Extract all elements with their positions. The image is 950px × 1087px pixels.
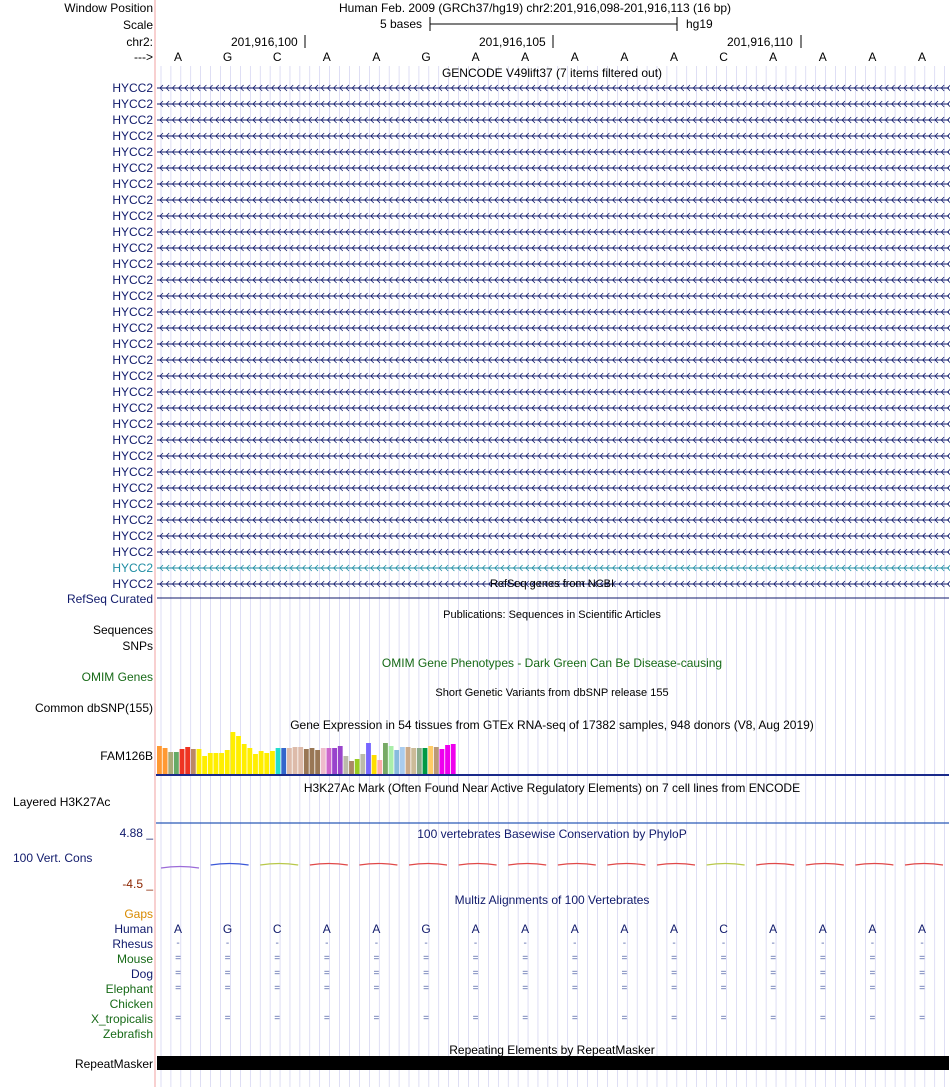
multiz-aligned-base: = (671, 968, 677, 979)
gencode-gene-label[interactable]: HYCC2 (112, 289, 153, 303)
multiz-aligned-base: = (919, 983, 925, 994)
multiz-aligned-base: A (173, 922, 182, 936)
window-position-label: Window Position (64, 1, 153, 15)
gencode-gene-label[interactable]: HYCC2 (112, 449, 153, 463)
reference-base: A (570, 50, 579, 64)
gtex-tissue-bar (355, 759, 360, 774)
multiz-aligned-base: - (573, 938, 577, 949)
multiz-title: Multiz Alignments of 100 Vertebrates (454, 893, 650, 907)
omim-label[interactable]: OMIM Genes (81, 670, 153, 684)
multiz-aligned-base: - (275, 938, 279, 949)
phylop-score-mark (508, 864, 546, 866)
multiz-aligned-base: = (869, 968, 876, 979)
gencode-gene-label[interactable]: HYCC2 (112, 481, 153, 495)
repeatmasker-block (157, 1056, 949, 1070)
reference-base: A (620, 50, 629, 64)
reference-base: A (868, 50, 877, 64)
gtex-tissue-bar (293, 747, 298, 774)
gencode-gene-label[interactable]: HYCC2 (112, 241, 153, 255)
gtex-tissue-bar (264, 753, 269, 774)
multiz-aligned-base: - (225, 938, 230, 949)
multiz-species-label[interactable]: Human (114, 922, 153, 936)
multiz-aligned-base: = (423, 983, 429, 994)
multiz-aligned-base: = (720, 1013, 727, 1024)
multiz-species-label[interactable]: Mouse (116, 952, 153, 966)
publications-label-snps[interactable]: SNPs (122, 639, 153, 653)
multiz-aligned-base: = (472, 1013, 479, 1024)
multiz-aligned-base: = (770, 983, 777, 994)
multiz-aligned-base: = (224, 1013, 231, 1024)
gtex-tissue-bar (174, 752, 179, 774)
multiz-aligned-base: G (421, 922, 431, 936)
multiz-aligned-base: = (571, 1013, 578, 1024)
multiz-aligned-base: = (621, 1013, 628, 1024)
gtex-tissue-bar (377, 760, 382, 774)
repeatmasker-label[interactable]: RepeatMasker (74, 1057, 153, 1071)
multiz-aligned-base: A (521, 922, 530, 936)
gtex-tissue-bar (202, 756, 207, 774)
gtex-tissue-bar (219, 753, 224, 774)
multiz-aligned-base: = (472, 968, 479, 979)
phylop-score-mark (806, 864, 844, 866)
multiz-aligned-base: = (423, 968, 429, 979)
gencode-gene-label[interactable]: HYCC2 (112, 209, 153, 223)
phylop-score-mark (161, 867, 199, 869)
gtex-tissue-bar (214, 753, 219, 774)
gtex-tissue-bar (180, 749, 185, 774)
multiz-aligned-base: = (621, 968, 628, 979)
dbsnp-title: Short Genetic Variants from dbSNP release 155 (435, 687, 669, 699)
phylop-label[interactable]: 100 Vert. Cons (13, 851, 93, 865)
gtex-tissue-bar (242, 744, 247, 774)
multiz-aligned-base: A (322, 922, 331, 936)
gtex-tissue-bar (276, 748, 281, 774)
multiz-aligned-base: = (175, 953, 181, 964)
multiz-aligned-base: - (424, 938, 428, 949)
gtex-tissue-bar (270, 751, 275, 774)
position-tick-2: 201,916,105 (479, 35, 546, 49)
gencode-gene-label[interactable]: HYCC2 (112, 401, 153, 415)
position-tick-1: 201,916,100 (231, 35, 298, 49)
multiz-aligned-base: = (522, 953, 529, 964)
multiz-aligned-base: A (917, 922, 926, 936)
multiz-aligned-base: - (622, 938, 627, 949)
gtex-tissue-bar (259, 751, 264, 774)
phylop-max-label: 4.88 _ (119, 826, 153, 840)
gencode-gene-label[interactable]: HYCC2 (112, 321, 153, 335)
reference-base: A (917, 50, 926, 64)
multiz-aligned-base: A (570, 922, 579, 936)
gencode-gene-label[interactable]: HYCC2 (112, 433, 153, 447)
multiz-species-label[interactable]: Chicken (109, 997, 153, 1011)
multiz-aligned-base: = (373, 968, 380, 979)
multiz-aligned-base: = (869, 953, 876, 964)
gencode-gene-label[interactable]: HYCC2 (112, 513, 153, 527)
reference-base: A (173, 50, 182, 64)
gencode-gene-label[interactable]: HYCC2 (112, 225, 153, 239)
gtex-tissue-bar (343, 756, 348, 774)
multiz-aligned-base: = (323, 968, 330, 979)
multiz-aligned-base: - (176, 938, 180, 949)
gencode-gene-label[interactable]: HYCC2 (112, 529, 153, 543)
repeatmasker-title: Repeating Elements by RepeatMasker (449, 1043, 655, 1057)
multiz-aligned-base: = (423, 953, 429, 964)
h3k27ac-title: H3K27Ac Mark (Often Found Near Active Regulatory Elements) on 7 cell lines from ENCODE (303, 781, 801, 795)
multiz-aligned-base: A (372, 922, 381, 936)
omim-title: OMIM Gene Phenotypes - Dark Green Can Be Disease-causing (381, 656, 723, 670)
gencode-gene-label[interactable]: HYCC2 (112, 193, 153, 207)
multiz-aligned-base: A (471, 922, 480, 936)
gencode-gene-label[interactable]: HYCC2 (112, 465, 153, 479)
multiz-aligned-base: = (175, 1013, 181, 1024)
multiz-aligned-base: - (920, 938, 924, 949)
gtex-tissue-bar (394, 750, 399, 774)
multiz-aligned-base: = (819, 1013, 826, 1024)
gtex-tissue-bar (168, 752, 173, 774)
multiz-aligned-base: = (373, 953, 380, 964)
multiz-aligned-base: = (522, 983, 529, 994)
gencode-gene-label[interactable]: HYCC2 (112, 561, 153, 575)
multiz-aligned-base: = (373, 983, 380, 994)
gtex-tissue-bar (400, 747, 405, 774)
gtex-tissue-bar (360, 754, 365, 774)
phylop-score-mark (707, 864, 745, 866)
gencode-gene-label[interactable]: HYCC2 (112, 545, 153, 559)
reference-base: A (521, 50, 530, 64)
phylop-min-label: -4.5 _ (122, 877, 153, 891)
gtex-tissue-bar (383, 743, 388, 774)
multiz-aligned-base: G (222, 922, 233, 936)
publications-label-sequences[interactable]: Sequences (92, 623, 153, 637)
phylop-score-mark (756, 864, 794, 866)
multiz-aligned-base: = (423, 1013, 429, 1024)
gtex-tissue-bar (321, 748, 326, 774)
multiz-aligned-base: A (868, 922, 877, 936)
gtex-tissue-bar (389, 746, 394, 774)
multiz-aligned-base: - (374, 938, 379, 949)
phylop-title: 100 vertebrates Basewise Conservation by PhyloP (417, 827, 687, 841)
multiz-aligned-base: = (224, 968, 231, 979)
gtex-tissue-bar (225, 750, 230, 774)
gtex-tissue-bar (406, 747, 411, 774)
gtex-tissue-bar (287, 748, 292, 774)
gencode-gene-label[interactable]: HYCC2 (112, 161, 153, 175)
multiz-aligned-base: = (720, 953, 727, 964)
reference-base: G (222, 50, 233, 64)
multiz-aligned-base: = (671, 983, 677, 994)
reference-base: A (372, 50, 381, 64)
multiz-aligned-base: = (770, 968, 777, 979)
gencode-gene-label[interactable]: HYCC2 (112, 497, 153, 511)
gtex-tissue-bar (428, 746, 433, 774)
gtex-tissue-bar (310, 748, 315, 774)
reference-base: A (471, 50, 480, 64)
multiz-aligned-base: - (672, 938, 676, 949)
gencode-gene-label[interactable]: HYCC2 (112, 369, 153, 383)
multiz-aligned-base: = (819, 983, 826, 994)
multiz-aligned-base: = (571, 968, 578, 979)
gtex-tissue-bar (338, 746, 343, 774)
gtex-tissue-bar (315, 750, 320, 774)
multiz-aligned-base: = (274, 1013, 281, 1024)
multiz-aligned-base: - (821, 938, 825, 949)
multiz-aligned-base: = (175, 968, 181, 979)
publications-title: Publications: Sequences in Scientific Articles (443, 609, 661, 621)
gtex-tissue-bar (163, 748, 168, 774)
dbsnp-label[interactable]: Common dbSNP(155) (34, 701, 153, 715)
multiz-aligned-base: A (769, 922, 778, 936)
gtex-tissue-bar (332, 748, 337, 774)
multiz-species-label[interactable]: Elephant (105, 982, 153, 996)
gtex-tissue-bar (281, 748, 286, 774)
multiz-aligned-base: = (175, 983, 181, 994)
phylop-score-mark (409, 864, 447, 866)
h3k27ac-label[interactable]: Layered H3K27Ac (13, 795, 111, 809)
multiz-aligned-base: = (621, 953, 628, 964)
gencode-gene-label[interactable]: HYCC2 (112, 81, 153, 95)
phylop-score-mark (607, 864, 645, 866)
phylop-score-mark (657, 864, 695, 866)
phylop-score-mark (260, 864, 298, 866)
reference-base: A (818, 50, 827, 64)
multiz-aligned-base: - (771, 938, 775, 949)
multiz-aligned-base: = (720, 983, 727, 994)
multiz-aligned-base: = (323, 1013, 330, 1024)
gencode-gene-label[interactable]: HYCC2 (112, 257, 153, 271)
scale-db: hg19 (686, 17, 713, 31)
gencode-gene-label[interactable]: HYCC2 (112, 177, 153, 191)
gencode-gene-label[interactable]: HYCC2 (112, 353, 153, 367)
reference-base: A (669, 50, 678, 64)
phylop-score-mark (855, 864, 893, 866)
multiz-aligned-base: = (919, 953, 925, 964)
multiz-aligned-base: - (721, 938, 726, 949)
gtex-tissue-bar (185, 747, 190, 774)
gtex-tissue-bar (304, 749, 309, 774)
multiz-aligned-base: - (523, 938, 527, 949)
multiz-aligned-base: = (770, 1013, 777, 1024)
reference-base: C (272, 50, 282, 64)
gtex-title: Gene Expression in 54 tissues from GTEx RNA-seq of 17382 samples, 948 donors (V8, Aug 2019) (290, 718, 814, 732)
gtex-tissue-bar (197, 749, 202, 774)
gtex-tissue-bar (298, 747, 303, 774)
multiz-aligned-base: = (571, 953, 578, 964)
multiz-aligned-base: A (669, 922, 678, 936)
multiz-aligned-base: = (671, 1013, 677, 1024)
gtex-tissue-bar (327, 748, 332, 774)
multiz-aligned-base: = (621, 983, 628, 994)
gencode-gene-label[interactable]: HYCC2 (112, 417, 153, 431)
phylop-score-mark (310, 864, 348, 866)
gtex-tissue-bar (230, 732, 235, 774)
phylop-score-mark (359, 864, 397, 866)
gencode-gene-label[interactable]: HYCC2 (112, 129, 153, 143)
multiz-aligned-base: = (522, 968, 529, 979)
multiz-aligned-base: C (272, 922, 282, 936)
multiz-aligned-base: = (472, 953, 479, 964)
multiz-species-label[interactable]: X_tropicalis (90, 1012, 153, 1026)
gtex-tissue-bar (366, 743, 371, 774)
multiz-aligned-base: - (325, 938, 329, 949)
multiz-aligned-base: C (719, 922, 728, 936)
refseq-label[interactable]: RefSeq Curated (66, 592, 153, 606)
reference-base: C (719, 50, 728, 64)
reference-base: G (421, 50, 431, 64)
scale-text: 5 bases (380, 17, 423, 31)
gtex-tissue-bar (253, 754, 258, 774)
gtex-tissue-bar (236, 736, 241, 774)
multiz-aligned-base: = (671, 953, 677, 964)
multiz-aligned-base: = (274, 968, 281, 979)
phylop-score-mark (558, 864, 596, 866)
multiz-aligned-base: A (620, 922, 629, 936)
gtex-tissue-bar (445, 745, 450, 774)
multiz-aligned-base: = (224, 953, 231, 964)
multiz-aligned-base: = (919, 1013, 925, 1024)
reference-base: A (769, 50, 778, 64)
position-tick-3: 201,916,110 (727, 35, 793, 49)
multiz-aligned-base: = (373, 1013, 380, 1024)
gtex-tissue-bar (434, 747, 439, 774)
multiz-aligned-base: = (819, 953, 826, 964)
phylop-score-mark (211, 864, 249, 866)
multiz-aligned-base: = (274, 983, 281, 994)
multiz-aligned-base: = (274, 953, 281, 964)
gtex-tissue-bar (440, 749, 445, 774)
multiz-aligned-base: = (224, 983, 231, 994)
assembly-title: Human Feb. 2009 (GRCh37/hg19) chr2:201,916,098-201,916,113 (16 bp) (339, 1, 732, 15)
multiz-aligned-base: A (818, 922, 827, 936)
gtex-tissue-bar (191, 749, 196, 774)
gtex-tissue-bar (411, 748, 416, 774)
reference-base: A (322, 50, 331, 64)
multiz-aligned-base: = (919, 968, 925, 979)
gencode-gene-label[interactable]: HYCC2 (112, 145, 153, 159)
multiz-aligned-base: - (870, 938, 875, 949)
multiz-aligned-base: = (323, 953, 330, 964)
gtex-tissue-bar (372, 755, 377, 774)
gtex-label[interactable]: FAM126B (100, 749, 153, 763)
gencode-gene-label[interactable]: HYCC2 (112, 577, 153, 591)
multiz-aligned-base: = (522, 1013, 529, 1024)
multiz-aligned-base: = (869, 983, 876, 994)
gtex-tissue-bar (208, 753, 213, 774)
multiz-species-label[interactable]: Dog (130, 967, 153, 981)
phylop-score-mark (459, 864, 497, 866)
multiz-aligned-base: = (323, 983, 330, 994)
gencode-gene-label[interactable]: HYCC2 (112, 337, 153, 351)
multiz-species-label[interactable]: Rhesus (112, 937, 153, 951)
multiz-gaps-label[interactable]: Gaps (124, 907, 153, 921)
gtex-tissue-bar (417, 748, 422, 774)
scale-label: Scale (122, 18, 153, 32)
gencode-gene-label[interactable]: HYCC2 (112, 273, 153, 287)
gencode-gene-label[interactable]: HYCC2 (112, 385, 153, 399)
gtex-tissue-bar (349, 761, 354, 774)
gencode-gene-label[interactable]: HYCC2 (112, 305, 153, 319)
gtex-tissue-bar (423, 748, 428, 774)
gencode-gene-label[interactable]: HYCC2 (112, 113, 153, 127)
multiz-aligned-base: = (869, 1013, 876, 1024)
gencode-gene-label[interactable]: HYCC2 (112, 97, 153, 111)
multiz-aligned-base: = (770, 953, 777, 964)
multiz-aligned-base: = (472, 983, 479, 994)
multiz-aligned-base: = (571, 983, 578, 994)
chrom-label: chr2: (126, 35, 153, 49)
gtex-tissue-bar (451, 744, 456, 774)
multiz-species-label[interactable]: Zebrafish (102, 1027, 153, 1041)
strand-label: ---> (134, 50, 153, 64)
multiz-aligned-base: - (473, 938, 478, 949)
phylop-score-mark (905, 864, 943, 866)
gencode-title: GENCODE V49lift37 (7 items filtered out) (441, 66, 663, 80)
multiz-aligned-base: = (720, 968, 727, 979)
refseq-title: RefSeq genes from NCBI (489, 578, 615, 590)
multiz-aligned-base: = (819, 968, 826, 979)
gtex-tissue-bar (157, 746, 162, 774)
gtex-tissue-bar (247, 748, 252, 774)
